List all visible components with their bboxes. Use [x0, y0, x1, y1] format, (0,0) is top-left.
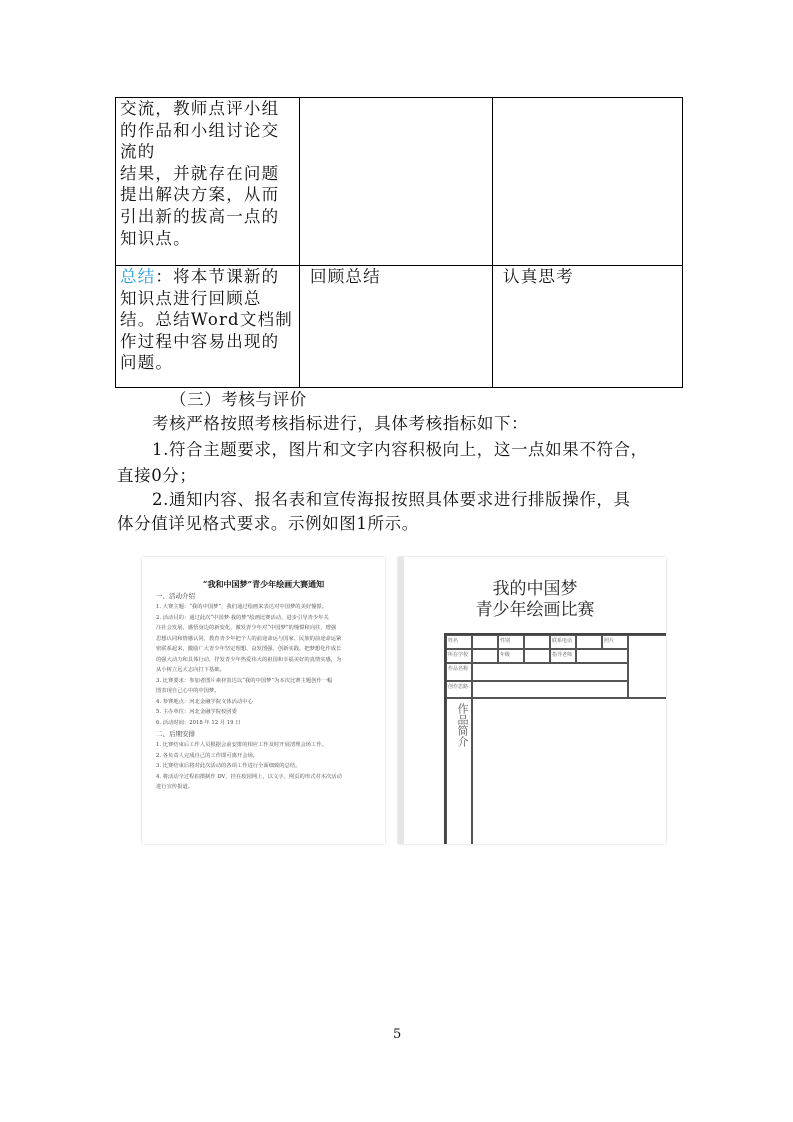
cell-text: 结果，并就存在问题提出解决方案，从而引出新的拔高一点的知识点。	[120, 163, 280, 248]
form-label: 指导老师	[550, 649, 576, 663]
form-label: 联系电话	[550, 635, 576, 649]
notice-title: “我和中国梦”青少年绘画大赛通知	[202, 579, 325, 589]
table-cell	[300, 98, 493, 266]
notice-line: 2. 活动目的：通过此次“中国梦·我的梦”绘画比赛活动，进步引导青少年关	[156, 614, 329, 621]
registration-form	[444, 633, 666, 844]
notice-line: 1. 比赛结束后工作人员根据会前安排的相应工作及时开展清理会场工作。	[156, 742, 327, 748]
form-label: 作品简介	[446, 698, 472, 844]
table-row	[116, 98, 683, 266]
paragraph: 直接0分；	[117, 466, 197, 485]
form-label: 照片	[602, 635, 628, 649]
notice-line: 思想认同和情感认同，教育青少年把个人的前途命运与国家、民族的前途命运紧	[156, 635, 342, 642]
notice-section: 二、后期安排	[156, 730, 195, 738]
notice-line: 4. 将活动全过程拍摄制作 DV，挂在校园网上，以文字、网页的形式对本次活动	[156, 773, 342, 780]
paragraph: 2.通知内容、报名表和宣传海报按照具体要求进行排版操作，具	[152, 490, 631, 509]
table-cell	[493, 266, 683, 388]
table-cell	[300, 266, 493, 388]
notice-line: 5. 主办单位：河北金融学院校团委	[156, 709, 237, 715]
form-title: 我的中国梦	[492, 579, 578, 599]
notice-line: 6. 活动时间：2018 年 12 月 19 日	[156, 719, 241, 726]
table-row	[116, 266, 683, 388]
teacher-activity: 回顾总结	[310, 267, 381, 286]
cell-text: 交流，教师点评小组的作品和小组讨论交流的	[120, 99, 280, 162]
notice-line: 进行宣传报道。	[156, 784, 194, 790]
paragraph: 1.符合主题要求，图片和文字内容积极向上，这一点如果不符合，	[152, 440, 648, 459]
notice-line: 密联系起来，激励广大青少年坚定理想、奋发图强、创新实践，把梦想化作成长	[156, 646, 342, 652]
paragraph: 考核严格按照考核指标进行，具体考核指标如下：	[152, 414, 529, 433]
notice-line: 从小树立远大志向打下基础。	[156, 667, 225, 673]
form-label: 性别	[498, 635, 524, 649]
cell-text: ：将本节课新的知识点进行回顾总结。总结Word文档制作过程中容易出现的问题。	[120, 267, 293, 373]
form-subtitle: 青少年绘画比赛	[475, 600, 595, 620]
summary-keyword: 总结	[120, 267, 156, 286]
lesson-table	[115, 97, 683, 388]
section-heading: （三）考核与评价	[170, 390, 307, 409]
figure-notice-screenshot	[142, 557, 385, 844]
notice-line: 4. 参赛地点：河北金融学院文体活动中心	[156, 698, 253, 705]
notice-line: 1. 大赛主题：“我的中国梦”，我们通过绘画来表达对中国梦的美好憧憬。	[156, 604, 328, 610]
notice-line: 3. 比赛要求：参加者图片素材表达以“我的中国梦”为本次比赛主题创作一幅	[156, 677, 333, 684]
notice-section: 一、活动介绍	[156, 592, 195, 600]
notice-line: 3. 比赛结束后将对此次活动的各项工作进行全面细致的总结。	[156, 763, 301, 769]
table-cell	[493, 98, 683, 266]
notice-line: 的强大动力和具体行动，抒发青少年热爱伟大的祖国和幸福美好的真情实感，为	[156, 656, 342, 663]
form-label: 作品名称	[446, 663, 472, 681]
student-activity: 认真思考	[503, 267, 574, 286]
form-label: 所在学校	[446, 649, 472, 663]
figure-form-screenshot	[398, 557, 666, 844]
form-label: 年级	[498, 649, 524, 663]
form-label: 创作思路	[446, 681, 472, 698]
page-number: 5	[393, 1027, 402, 1042]
paragraph: 体分值详见格式要求。示例如图1所示。	[117, 514, 419, 533]
notice-line: 注社会发展，感悟身边的新变化，激发青少年对“中国梦”的憧憬和向往，增强	[156, 625, 337, 631]
notice-line: 图表现自己心中的中国梦。	[156, 688, 220, 694]
table-cell	[116, 266, 300, 388]
form-label: 姓名	[446, 635, 472, 649]
table-cell	[116, 98, 300, 266]
notice-line: 2. 各负责人完成自己的工作即可离开会场。	[156, 752, 259, 759]
